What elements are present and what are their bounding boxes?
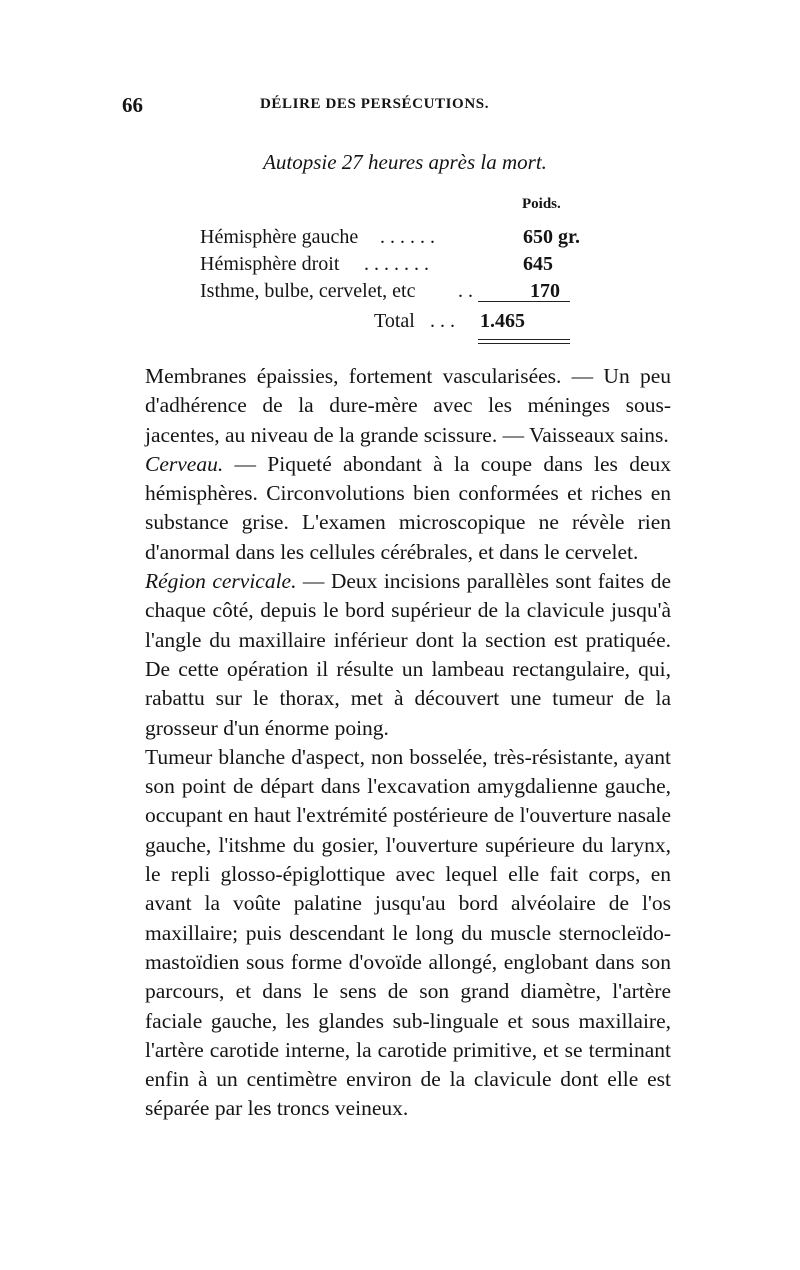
running-title: DÉLIRE DES PERSÉCUTIONS. <box>260 96 490 112</box>
weights-row-value: 645 <box>523 253 553 275</box>
double-rule-top <box>478 339 570 340</box>
running-head <box>122 93 682 117</box>
paragraph-membranes: Membranes épaissies, fortement vascularisées. — Un peu d'adhérence de la dure-mère avec les méninges sous-jacentes, au niveau de la grande scissure. — Vaisseaux sains. <box>145 364 671 447</box>
weights-row-value: 170 <box>530 280 560 302</box>
weights-row-leader: .. <box>458 280 478 302</box>
paragraph-lead: Cerveau. <box>145 451 224 476</box>
weights-row-leader: ...... <box>380 226 440 248</box>
weights-row-leader: ....... <box>364 253 434 275</box>
weights-row-label: Hémisphère droit <box>200 253 340 275</box>
paragraph-lead: Région cervicale. <box>145 569 297 594</box>
page-number: 66 <box>122 93 143 117</box>
paragraph-region-cervicale <box>145 567 671 743</box>
paragraph-body: — Deux incisions parallèles sont faites de chaque côté, depuis le bord supérieur de la clavicule jusqu'à l'angle du maxillaire inférieur dont la section est pratiquée. De cette opération il résulte un lambeau rectangulaire, qui, rabattu sur le thorax, met à découvert une tumeur de la grosseur d'un énorme poing. <box>145 569 671 740</box>
weights-row-label: Isthme, bulbe, cervelet, etc <box>200 280 416 302</box>
total-label: Total <box>374 310 415 332</box>
weights-row <box>200 280 580 306</box>
double-rule-bottom <box>478 343 570 344</box>
total-leader: ... <box>430 310 460 332</box>
paragraph-tumeur: Tumeur blanche d'aspect, non bosselée, très-résistante, ayant son point de départ dans l'excavation amygdalienne gauche, occupant en haut l'extrémité postérieure de l'ouverture nasale gauche, l'itshme du gosier, l'ouverture supérieure du larynx, le repli glosso-épiglottique avec lequel elle fait corps, en avant la voûte palatine jusqu'au bord alvéolaire de l'os maxillaire; puis descendant le long du muscle sternocleïdo-mastoïdien sous forme d'ovoïde allongé, englobant dans son parcours, et dans le sens de son grand diamètre, l'artère faciale gauche, les glandes sub-linguale et sous maxillaire, l'artère carotide interne, la carotide primitive, et se terminant enfin à un centimètre environ de la clavicule dont elle est séparée par les troncs veineux. <box>145 744 671 1121</box>
weights-row-value: 650 gr. <box>523 226 581 248</box>
total-value: 1.465 <box>480 310 525 332</box>
weights-row-label: Hémisphère gauche <box>200 226 359 248</box>
weights-total-row <box>200 310 580 336</box>
weights-row <box>200 253 580 279</box>
paragraph-cerveau <box>145 450 671 567</box>
paragraph-body: — Piqueté abondant à la coupe dans les deux hémisphères. Circonvolutions bien conformées et riches en substance grise. L'examen microscopique ne révèle rien d'anormal dans les cellules cérébrales, et dans le cervelet. <box>145 451 671 564</box>
section-title: Autopsie 27 heures après la mort. <box>263 150 547 174</box>
weights-row <box>200 226 580 252</box>
sum-rule <box>478 301 570 302</box>
weights-column-header: Poids. <box>522 196 561 212</box>
body-text <box>145 362 671 1124</box>
